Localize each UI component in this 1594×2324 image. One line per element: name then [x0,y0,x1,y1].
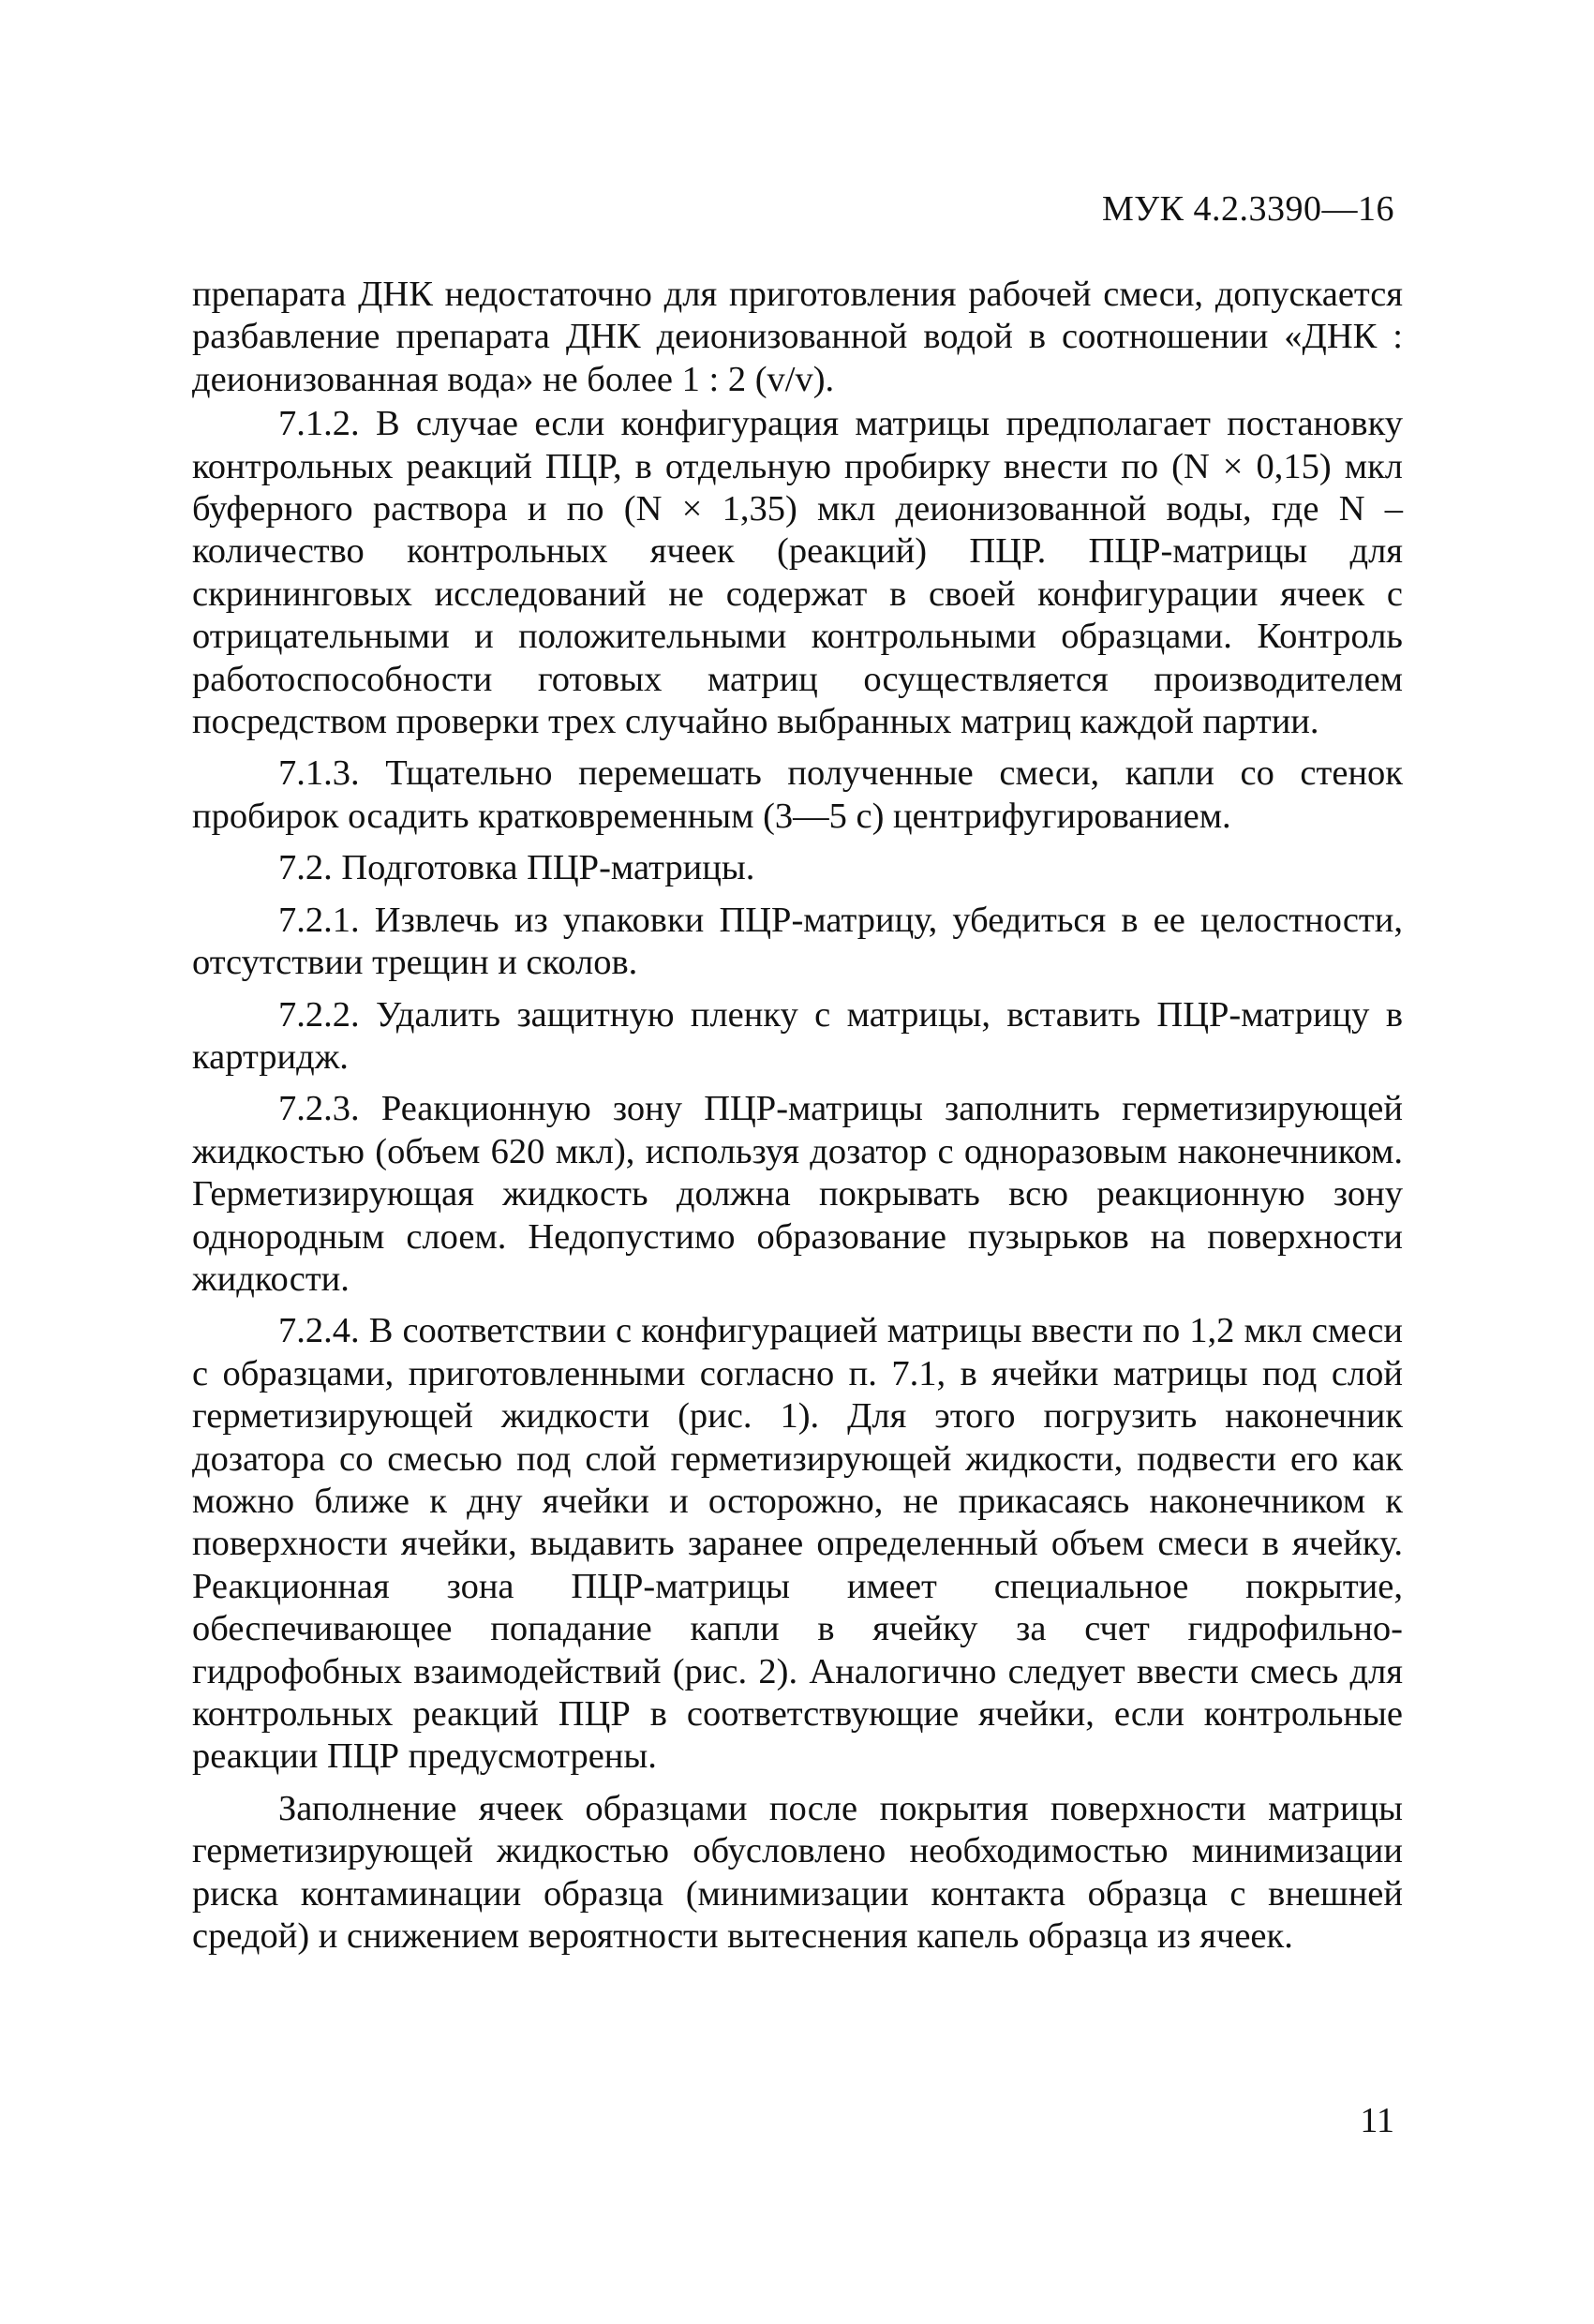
paragraph-7-2-3: 7.2.3. Реакционную зону ПЦР-матрицы заполнить герметизирующей жидкостью (объем 620 мкл), используя дозатор с одноразовым наконечником. Герметизирующая жидкость должна покрывать всю реакционную зону однородным слоем. Недопустимо образование пузырьков на поверхности жидкости. [192,1089,1403,1299]
paragraph-7-2-2: 7.2.2. Удалить защитную пленку с матрицы, вставить ПЦР-матрицу в картридж. [192,994,1403,1077]
paragraph-note: Заполнение ячеек образцами после покрытия поверхности матрицы герметизирующей жидкостью обусловлено необходимостью минимизации риска контаминации образца (минимизации контакта образца с внешней средой) и снижением вероятности вытеснения капель образца из ячеек. [192,1788,1403,1957]
paragraph-7-2-4: 7.2.4. В соответствии с конфигурацией матрицы ввести по 1,2 мкл смеси с образцами, приготовленными согласно п. 7.1, в ячейки матрицы под слой герметизирующей жидкости (рис. 1). Для этого погрузить наконечник дозатора со смесью под слой герметизирующей жидкости, подвести его как можно ближе к дну ячейки и осторожно, не прикасаясь наконечником к поверхности ячейки, выдавить заранее определенный объем смеси в ячейку. Реакционная зона ПЦР-матрицы имеет специальное покрытие, обеспечивающее попадание капли в ячейку за счет гидрофильно-гидрофобных взаимодействий (рис. 2). Аналогично следует ввести смесь для контрольных реакций ПЦР в соответствующие ячейки, если контрольные реакции ПЦР предусмотрены. [192,1311,1403,1777]
paragraph-7-2: 7.2. Подготовка ПЦР-матрицы. [278,848,755,888]
paragraph-7-2-1: 7.2.1. Извлечь из упаковки ПЦР-матрицу, убедиться в ее целостности, отсутствии трещин и сколов. [192,900,1403,983]
page-number: 11 [1360,2101,1394,2140]
body-text [192,274,1403,1959]
paragraph-continuation: препарата ДНК недостаточно для приготовления рабочей смеси, допускается разбавление препарата ДНК деионизованной водой в соотношении «ДНК : деионизованная вода» не более 1 : 2 (v/v). [192,275,1403,399]
paragraph-7-1-2: 7.1.2. В случае если конфигурация матрицы предполагает постановку контрольных реакций ПЦР, в отдельную пробирку внести по (N × 0,15) мкл буферного раствора и по (N × 1,35) мкл деионизованной воды, где N – количество контрольных ячеек (реакций) ПЦР. ПЦР-матрицы для скрининговых исследований не содержат в своей конфигурации ячеек с отрицательными и положительными контрольными образцами. Контроль работоспособности готовых матриц осуществляется производителем посредством проверки трех случайно выбранных матриц каждой партии. [192,404,1403,742]
document-code-header: МУК 4.2.3390—16 [1101,189,1394,229]
paragraph-7-1-3: 7.1.3. Тщательно перемешать полученные смеси, капли со стенок пробирок осадить кратковременным (3—5 с) центрифугированием. [192,753,1403,836]
